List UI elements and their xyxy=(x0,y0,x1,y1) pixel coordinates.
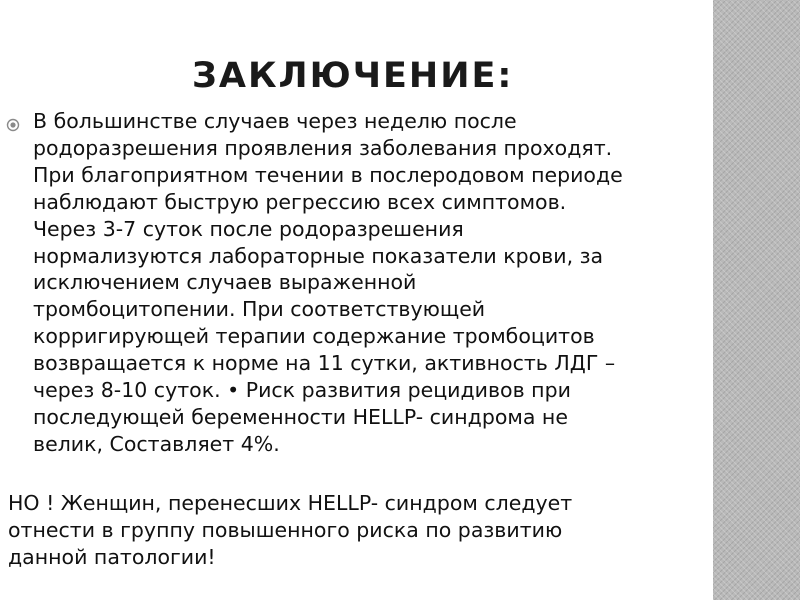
circle-bullet-icon xyxy=(6,117,20,131)
decorative-side-band xyxy=(713,0,800,600)
note-text: НО ! Женщин, перенесших HELLP- синдром следует отнести в группу повышенного риска по развитию данной патологии! xyxy=(8,491,573,569)
slide-title: ЗАКЛЮЧЕНИЕ: xyxy=(192,56,514,96)
paragraph-text: В большинстве случаев через неделю после родоразрешения проявления заболевания проходят. При благоприятном течении в послеродовом периоде наблюдают быструю регрессию всех симптомов. Через 3-7 суток после родоразрешения нормализуются лабораторные показатели крови, за исключением случаев выраженной тромбоцитопении. При соответствующей корригирующей терапии содержание тромбоцитов возвращается к норме на 11 сутки, активность ЛДГ – через 8-10 суток. • Риск развития рецидивов при последующей беременности HELLP- синдрома не велик, Составляет 4%. xyxy=(33,109,623,456)
